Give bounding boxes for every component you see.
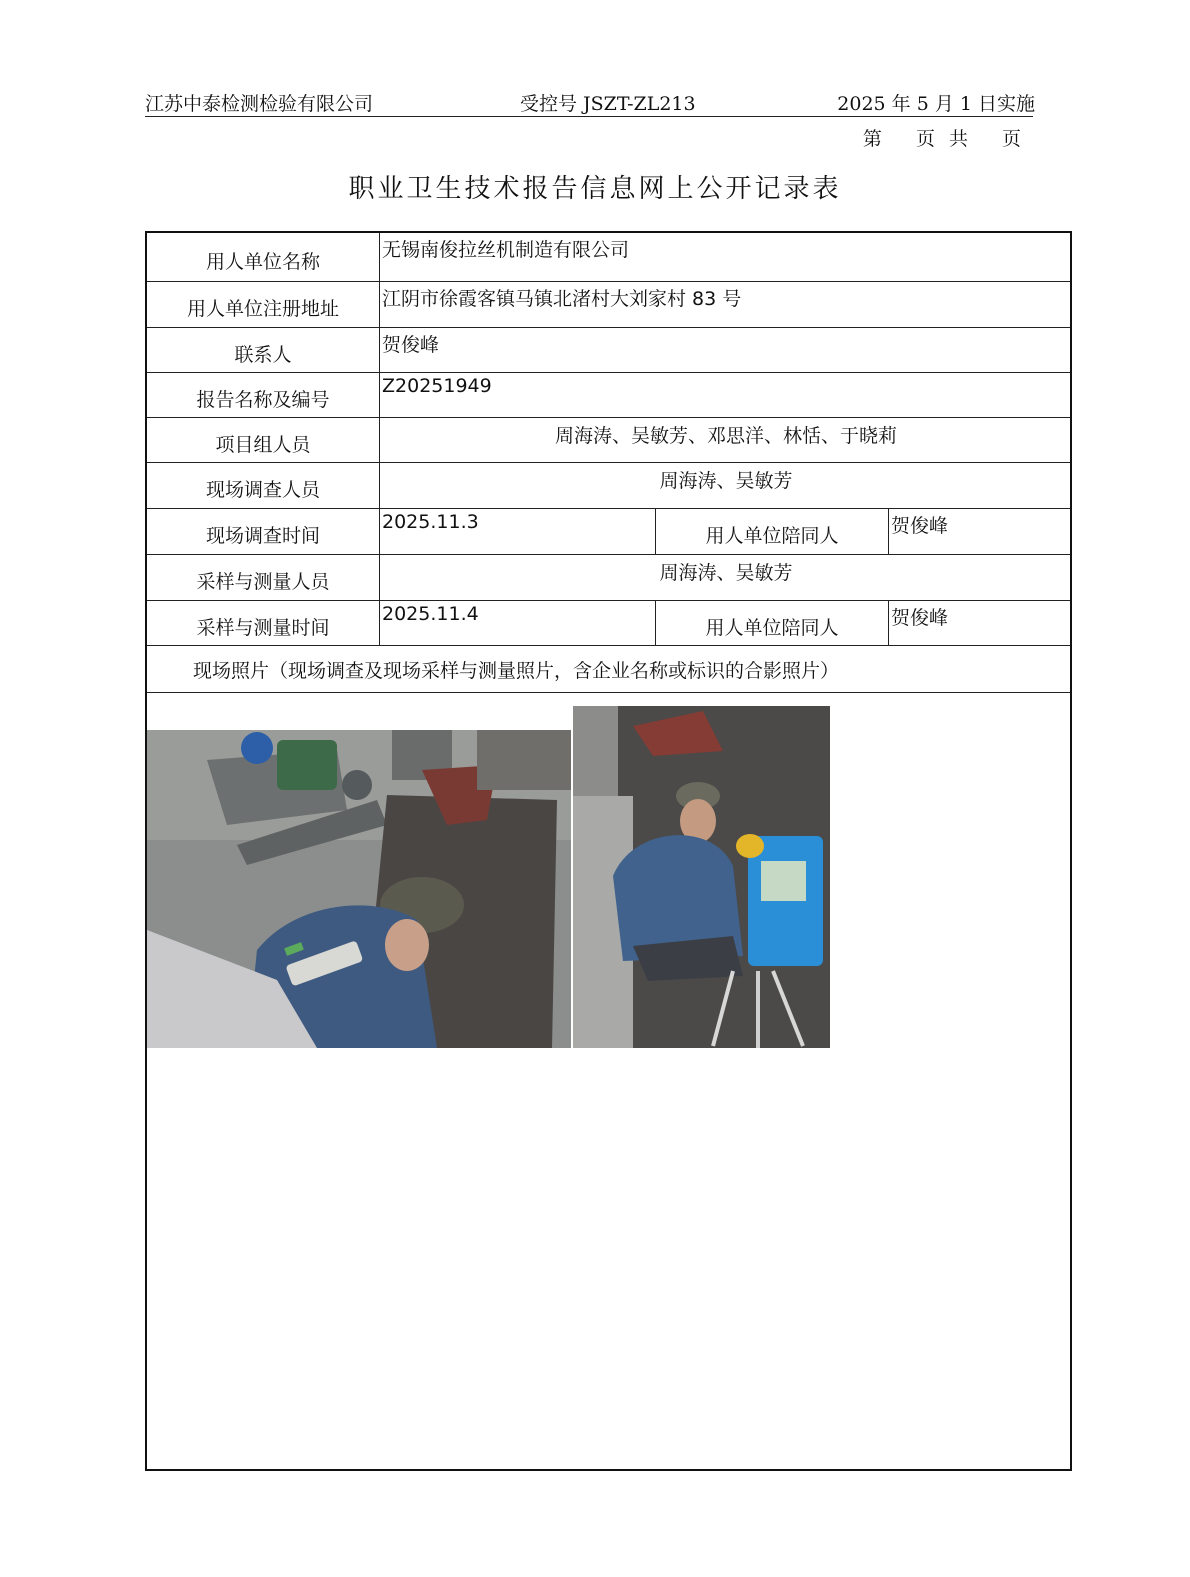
contact-value: 贺俊峰: [382, 334, 440, 356]
row-survey-time: [147, 509, 1070, 555]
row-contact: [147, 328, 1070, 373]
row-employer-address: [147, 282, 1070, 328]
row-survey-staff: [147, 463, 1070, 509]
team-value: 周海涛、吴敏芳、邓思洋、林恬、于晓莉: [554, 425, 897, 447]
sampling-time-value: 2025.11.4: [380, 601, 656, 645]
survey-staff-value: 周海涛、吴敏芳: [659, 470, 793, 492]
site-photo-noise-measurement-image: [147, 730, 571, 1048]
site-photo-noise-measurement: [147, 730, 571, 1048]
sampling-staff-label: 采样与测量人员: [147, 555, 380, 600]
employer-address-value: 江阴市徐霞客镇马镇北渚村大刘家村 83 号: [382, 288, 742, 310]
row-report: [147, 373, 1070, 418]
site-photo-dust-sampling-image: [573, 706, 830, 1048]
header-rule: [145, 116, 1033, 117]
employer-address-label: 用人单位注册地址: [147, 282, 380, 327]
sampling-escort-label: 用人单位陪同人: [656, 601, 889, 645]
report-value: Z20251949: [382, 375, 492, 397]
control-number: 受控号 JSZT-ZL213: [520, 93, 696, 115]
sampling-time-label: 采样与测量时间: [147, 601, 380, 645]
sampling-escort-value: 贺俊峰: [891, 607, 949, 629]
row-sampling-staff: [147, 555, 1070, 601]
photos-heading: 现场照片（现场调查及现场采样与测量照片，含企业名称或标识的合影照片）: [147, 646, 1070, 693]
record-form: [145, 231, 1072, 1471]
report-label: 报告名称及编号: [147, 373, 380, 417]
document-title: 职业卫生技术报告信息网上公开记录表: [348, 174, 842, 204]
employer-name-value: 无锡南俊拉丝机制造有限公司: [382, 239, 630, 261]
employer-name-label: 用人单位名称: [147, 233, 380, 281]
row-team: [147, 418, 1070, 463]
row-sampling-time: [147, 601, 1070, 646]
contact-label: 联系人: [147, 328, 380, 372]
site-photo-dust-sampling: [573, 706, 830, 1048]
team-label: 项目组人员: [147, 418, 380, 462]
survey-staff-label: 现场调查人员: [147, 463, 380, 508]
survey-escort-value: 贺俊峰: [891, 515, 949, 537]
effective-date: 2025 年 5 月 1 日实施: [837, 93, 1035, 115]
sampling-staff-value: 周海涛、吴敏芳: [659, 562, 793, 584]
survey-time-value: 2025.11.3: [380, 509, 656, 554]
company-name: 江苏中泰检测检验有限公司: [145, 93, 374, 115]
row-employer-name: [147, 233, 1070, 282]
page-number-line: 第 页共 页: [862, 128, 1035, 150]
survey-escort-label: 用人单位陪同人: [656, 509, 889, 554]
survey-time-label: 现场调查时间: [147, 509, 380, 554]
